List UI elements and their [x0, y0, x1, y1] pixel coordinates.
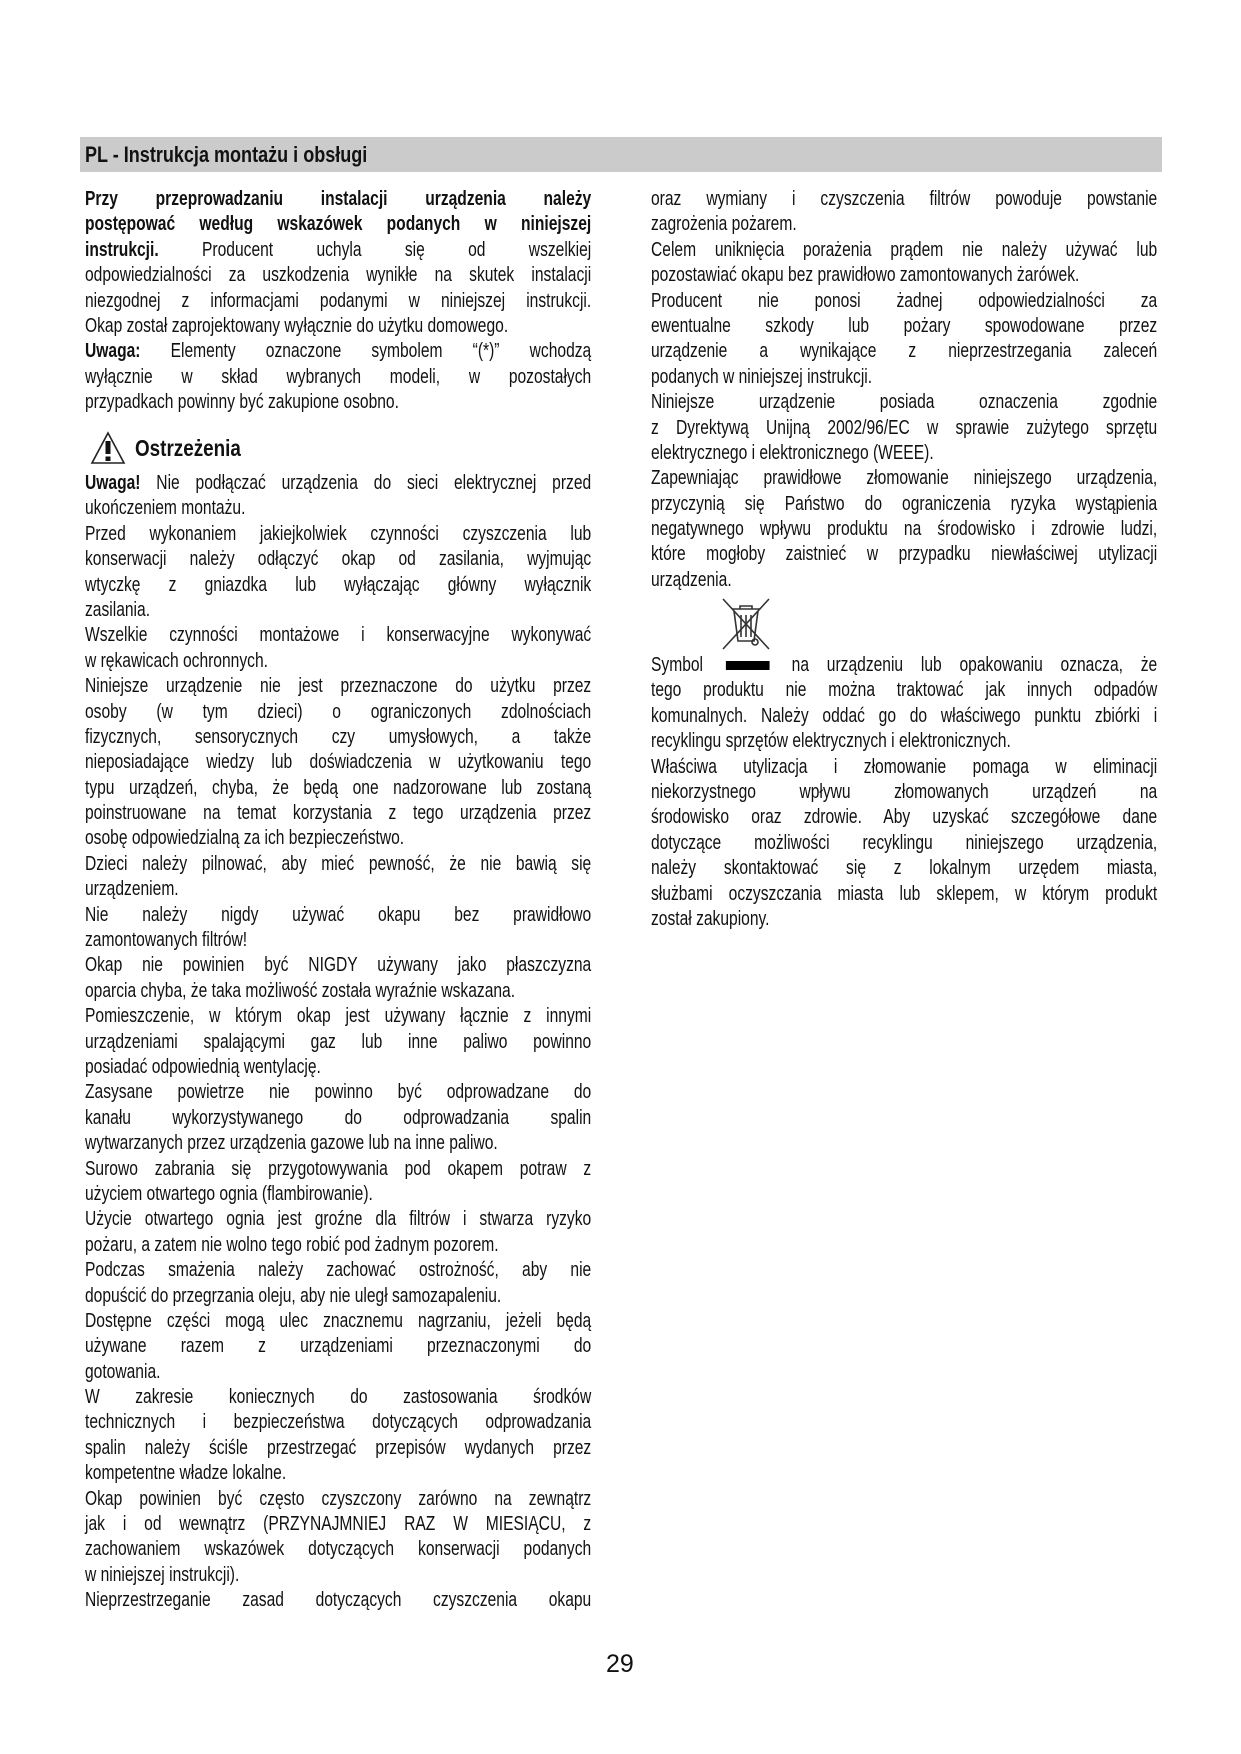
text-line	[85, 1233, 591, 1258]
text-line	[651, 492, 1157, 517]
line-text: fizycznych, sensorycznych czy umysłowych, a także	[85, 725, 592, 748]
text-line	[85, 877, 591, 902]
text-line	[85, 212, 591, 237]
line-text: negatywnego wpływu produktu na środowisko i zdrowie ludzi,	[651, 518, 1158, 541]
line-text: Symbol	[651, 654, 704, 676]
line-text: ewentualne szkody lub pożary spowodowane przez	[651, 314, 1158, 337]
page-number: 29	[606, 1650, 634, 1678]
line-text: Zapewniając prawidłowe złomowanie niniejszego urządzenia,	[651, 467, 1158, 490]
text-line	[85, 1385, 591, 1410]
text-line	[651, 517, 1157, 542]
text-line	[85, 776, 591, 801]
line-text: Wszelkie czynności montażowe i konserwacyjne wykonywać	[85, 624, 592, 647]
line-text: oraz wymiany i czyszczenia filtrów powoduje powstanie	[651, 188, 1158, 210]
line-text: został zakupiony.	[651, 907, 770, 930]
line-text: odpowiedzialności za uszkodzenia wynikłe na skutek instalacji	[85, 264, 592, 287]
text-line	[85, 1284, 591, 1309]
text-line	[85, 928, 591, 953]
line-text: Surowo zabrania się przygotowywania pod okapem potraw z	[85, 1157, 592, 1180]
line-text: zamontowanych filtrów!	[85, 929, 248, 952]
warnings-text	[85, 471, 591, 1614]
text-line	[85, 1588, 591, 1613]
text-line	[85, 1360, 591, 1385]
line-text: Okap został zaprojektowany wyłącznie do użytku domowego.	[85, 314, 509, 337]
text-line	[651, 212, 1157, 237]
text-line	[85, 1334, 591, 1359]
text-line	[85, 1436, 591, 1461]
line-text: Zasysane powietrze nie powinno być odprowadzane do	[85, 1081, 592, 1104]
line-text: Nieprzestrzeganie zasad dotyczących czyszczenia okapu	[85, 1589, 592, 1612]
section-header	[80, 137, 1162, 172]
line-text: Użycie otwartego ognia jest groźne dla filtrów i stwarza ryzyko	[85, 1208, 592, 1231]
text-line	[85, 979, 591, 1004]
line-text: Niniejsze urządzenie nie jest przeznaczone do użytku przez	[85, 675, 592, 698]
line-text: pozostawiać okapu bez prawidłowo zamontowanych żarówek.	[651, 264, 1080, 287]
line-text: przypadkach powinny być zakupione osobno.	[85, 391, 399, 414]
line-text: z Dyrektywą Unijną 2002/96/EC w sprawie zużytego sprzętu	[651, 416, 1158, 439]
line-text: Nie podłączać urządzenia do sieci elektrycznej przed	[156, 472, 592, 494]
line-text: urządzenia.	[651, 568, 732, 591]
text-line	[85, 700, 591, 725]
text-line	[651, 314, 1157, 339]
bold-text: postępować według wskazówek podanych w niniejszej	[85, 213, 592, 236]
text-line	[651, 805, 1157, 830]
line-text: komunalnych. Należy oddać go do właściwego punktu zbiórki i	[651, 704, 1158, 727]
line-text: Podczas smażenia należy zachować ostrożność, aby nie	[85, 1259, 592, 1282]
text-line	[651, 263, 1157, 288]
line-text: osobę odpowiedzialną za ich bezpieczeństwo.	[85, 827, 405, 850]
text-line	[651, 466, 1157, 491]
line-text: nieposiadające wiedzy lub doświadczenia w użytkowaniu tego	[85, 751, 592, 774]
line-text: zachowaniem wskazówek dotyczących konserwacji podanych	[85, 1538, 592, 1561]
line-text: urządzeniami spalającymi gaz lub inne paliwo powinno	[85, 1030, 592, 1053]
text-line	[85, 1207, 591, 1232]
line-text: Przed wykonaniem jakiejkolwiek czynności czyszczenia lub	[85, 522, 592, 545]
line-text: zasilania.	[85, 598, 151, 621]
text-line	[85, 547, 591, 572]
text-line	[85, 314, 591, 339]
line-text: niezgodnej z informacjami podanymi w niniejszej instrukcji.	[85, 289, 592, 312]
line-text: kompetentne władze lokalne.	[85, 1462, 287, 1485]
text-line	[85, 1030, 591, 1055]
line-text: używane razem z urządzeniami przeznaczonymi do	[85, 1335, 592, 1358]
text-line	[651, 729, 1157, 754]
line-text: środowisko oraz zdrowie. Aby uzyskać szczegółowe dane	[651, 806, 1158, 829]
section-title: PL - Instrukcja montażu i obsługi	[85, 142, 368, 167]
line-text: W zakresie koniecznych do zastosowania środków	[85, 1386, 592, 1409]
text-line	[651, 365, 1157, 390]
line-text: Elementy oznaczone symbolem “(*)” wchodzą	[170, 340, 592, 363]
line-text: recyklingu sprzętów elektrycznych i elektronicznych.	[651, 730, 1011, 753]
right-column-text	[651, 187, 1157, 593]
text-line	[85, 750, 591, 775]
text-line	[85, 263, 591, 288]
line-text: typu urządzeń, chyba, że będą one nadzorowane lub zostaną	[85, 776, 592, 799]
text-line	[651, 441, 1157, 466]
line-text: dopuścić do przegrzania oleju, aby nie uległ samozapaleniu.	[85, 1284, 502, 1307]
text-line	[85, 1004, 591, 1029]
text-line	[651, 238, 1157, 263]
text-line	[85, 953, 591, 978]
text-line	[85, 1055, 591, 1080]
bold-text: instrukcji.	[85, 238, 159, 261]
text-line	[85, 496, 591, 521]
warning-triangle-icon	[90, 430, 126, 466]
line-text: na urządzeniu lub opakowaniu oznacza, że	[791, 654, 1158, 676]
text-line	[85, 1131, 591, 1156]
text-line	[651, 339, 1157, 364]
text-line	[651, 289, 1157, 314]
text-line	[651, 678, 1157, 703]
crossed-bin-icon	[720, 597, 772, 651]
text-line	[85, 1563, 591, 1588]
bold-text: Przy przeprowadzaniu instalacji urządzenia należy	[85, 188, 592, 210]
line-text: Właściwa utylizacja i złomowanie pomaga w eliminacji	[651, 755, 1158, 778]
line-text: Dzieci należy pilnować, aby mieć pewność, że nie bawią się	[85, 852, 592, 875]
line-text: pożaru, a zatem nie wolno tego robić pod żadnym pozorem.	[85, 1233, 499, 1256]
line-text: służbami oczyszczania miasta lub sklepem, w którym produkt	[651, 882, 1158, 905]
warnings-title: Ostrzeżenia	[135, 434, 241, 461]
text-line	[85, 598, 591, 623]
line-text: Producent nie ponosi żadnej odpowiedzialności za	[651, 289, 1158, 312]
line-text: w niniejszej instrukcji).	[85, 1563, 240, 1586]
line-text: posiadać odpowiednią wentylację.	[85, 1055, 321, 1078]
text-line	[85, 623, 591, 648]
weee-text	[651, 653, 1157, 932]
line-text: wyłącznie w skład wybranych modeli, w pozostałych	[85, 365, 592, 388]
text-line	[85, 187, 591, 212]
text-line	[85, 1309, 591, 1334]
text-line	[85, 674, 591, 699]
warnings-heading	[90, 428, 264, 468]
text-line	[85, 649, 591, 674]
text-line	[651, 653, 1157, 678]
text-line	[85, 1461, 591, 1486]
line-text: spalin należy ściśle przestrzegać przepisów wydanych przez	[85, 1436, 592, 1459]
text-line	[651, 704, 1157, 729]
line-text: niekorzystnego wpływu złomowanych urządzeń na	[651, 780, 1158, 803]
line-text: konserwacji należy odłączyć okap od zasilania, wyjmując	[85, 548, 592, 571]
text-line	[651, 856, 1157, 881]
line-text: osoby (w tym dzieci) o ograniczonych zdolnościach	[85, 700, 592, 723]
text-line	[651, 831, 1157, 856]
line-text: przyczynią się Państwo do ograniczenia ryzyka wystąpienia	[651, 492, 1158, 515]
text-line	[85, 1080, 591, 1105]
text-line	[85, 1537, 591, 1562]
text-line	[85, 1512, 591, 1537]
text-line	[651, 187, 1157, 212]
line-text: wtyczkę z gniazdka lub wyłączając główny wyłącznik	[85, 573, 592, 596]
bold-text: Uwaga!	[85, 472, 141, 494]
text-line	[85, 1487, 591, 1512]
line-text: elektrycznego i elektronicznego (WEEE).	[651, 441, 934, 464]
text-line	[85, 289, 591, 314]
text-line	[651, 755, 1157, 780]
line-text: jak i od wewnątrz (PRZYNAJMNIEJ RAZ W MIESIĄCU, z	[85, 1513, 592, 1536]
text-line	[651, 542, 1157, 567]
text-line	[85, 365, 591, 390]
line-text: poinstruowane na temat korzystania z tego urządzenia przez	[85, 802, 592, 825]
line-text: wytwarzanych przez urządzenia gazowe lub na inne paliwo.	[85, 1132, 498, 1155]
text-line	[85, 339, 591, 364]
line-text: Okap powinien być często czyszczony zarówno na zewnątrz	[85, 1487, 592, 1510]
text-line	[651, 390, 1157, 415]
line-text: Celem uniknięcia porażenia prądem nie należy używać lub	[651, 238, 1158, 261]
line-text: Dostępne części mogą ulec znacznemu nagrzaniu, jeżeli będą	[85, 1309, 592, 1332]
intro-text	[85, 187, 591, 416]
line-text: kanału wykorzystywanego do odprowadzania spalin	[85, 1106, 592, 1129]
text-line	[85, 801, 591, 826]
text-line	[85, 471, 591, 496]
line-text: urządzenie a wynikające z nieprzestrzegania zaleceń	[651, 340, 1158, 363]
line-text: Producent uchyla się od wszelkiej	[202, 238, 592, 261]
symbol-bar-icon	[726, 661, 770, 670]
text-line	[651, 780, 1157, 805]
line-text: użyciem otwartego ognia (flambirowanie).	[85, 1182, 373, 1205]
text-line	[651, 568, 1157, 593]
text-line	[85, 1182, 591, 1207]
line-text: dotyczące możliwości recyklingu niniejszego urządzenia,	[651, 831, 1158, 854]
text-line	[85, 238, 591, 263]
text-line	[85, 1106, 591, 1131]
line-text: technicznych i bezpieczeństwa dotyczących odprowadzania	[85, 1411, 592, 1434]
text-line	[85, 725, 591, 750]
line-text: Nie należy nigdy używać okapu bez prawidłowo	[85, 903, 592, 926]
text-line	[85, 903, 591, 928]
text-line	[85, 1258, 591, 1283]
line-text: Pomieszczenie, w którym okap jest używany łącznie z innymi	[85, 1005, 592, 1028]
line-text: oparcia chyba, że taka możliwość została wyraźnie wskazana.	[85, 979, 516, 1002]
line-text: podanych w niniejszej instrukcji.	[651, 365, 873, 388]
line-text: zagrożenia pożarem.	[651, 213, 797, 236]
line-text: w rękawicach ochronnych.	[85, 649, 268, 672]
line-text: urządzeniem.	[85, 878, 179, 901]
text-line	[651, 907, 1157, 932]
line-text: tego produktu nie można traktować jak innych odpadów	[651, 679, 1158, 702]
text-line	[85, 852, 591, 877]
line-text: Niniejsze urządzenie posiada oznaczenia zgodnie	[651, 391, 1158, 414]
line-text: które mogłoby zaistnieć w przypadku niewłaściwej utylizacji	[651, 543, 1158, 566]
line-text: należy skontaktować się z lokalnym urzędem miasta,	[651, 857, 1158, 880]
text-line	[85, 826, 591, 851]
text-line	[651, 416, 1157, 441]
text-line	[85, 390, 591, 415]
line-text: Okap nie powinien być NIGDY używany jako płaszczyzna	[85, 954, 592, 977]
bold-text: Uwaga:	[85, 340, 141, 363]
text-line	[85, 522, 591, 547]
text-line	[85, 573, 591, 598]
line-text: ukończeniem montażu.	[85, 497, 246, 520]
text-line	[85, 1157, 591, 1182]
line-text: gotowania.	[85, 1360, 161, 1383]
text-line	[85, 1410, 591, 1435]
text-line	[651, 882, 1157, 907]
